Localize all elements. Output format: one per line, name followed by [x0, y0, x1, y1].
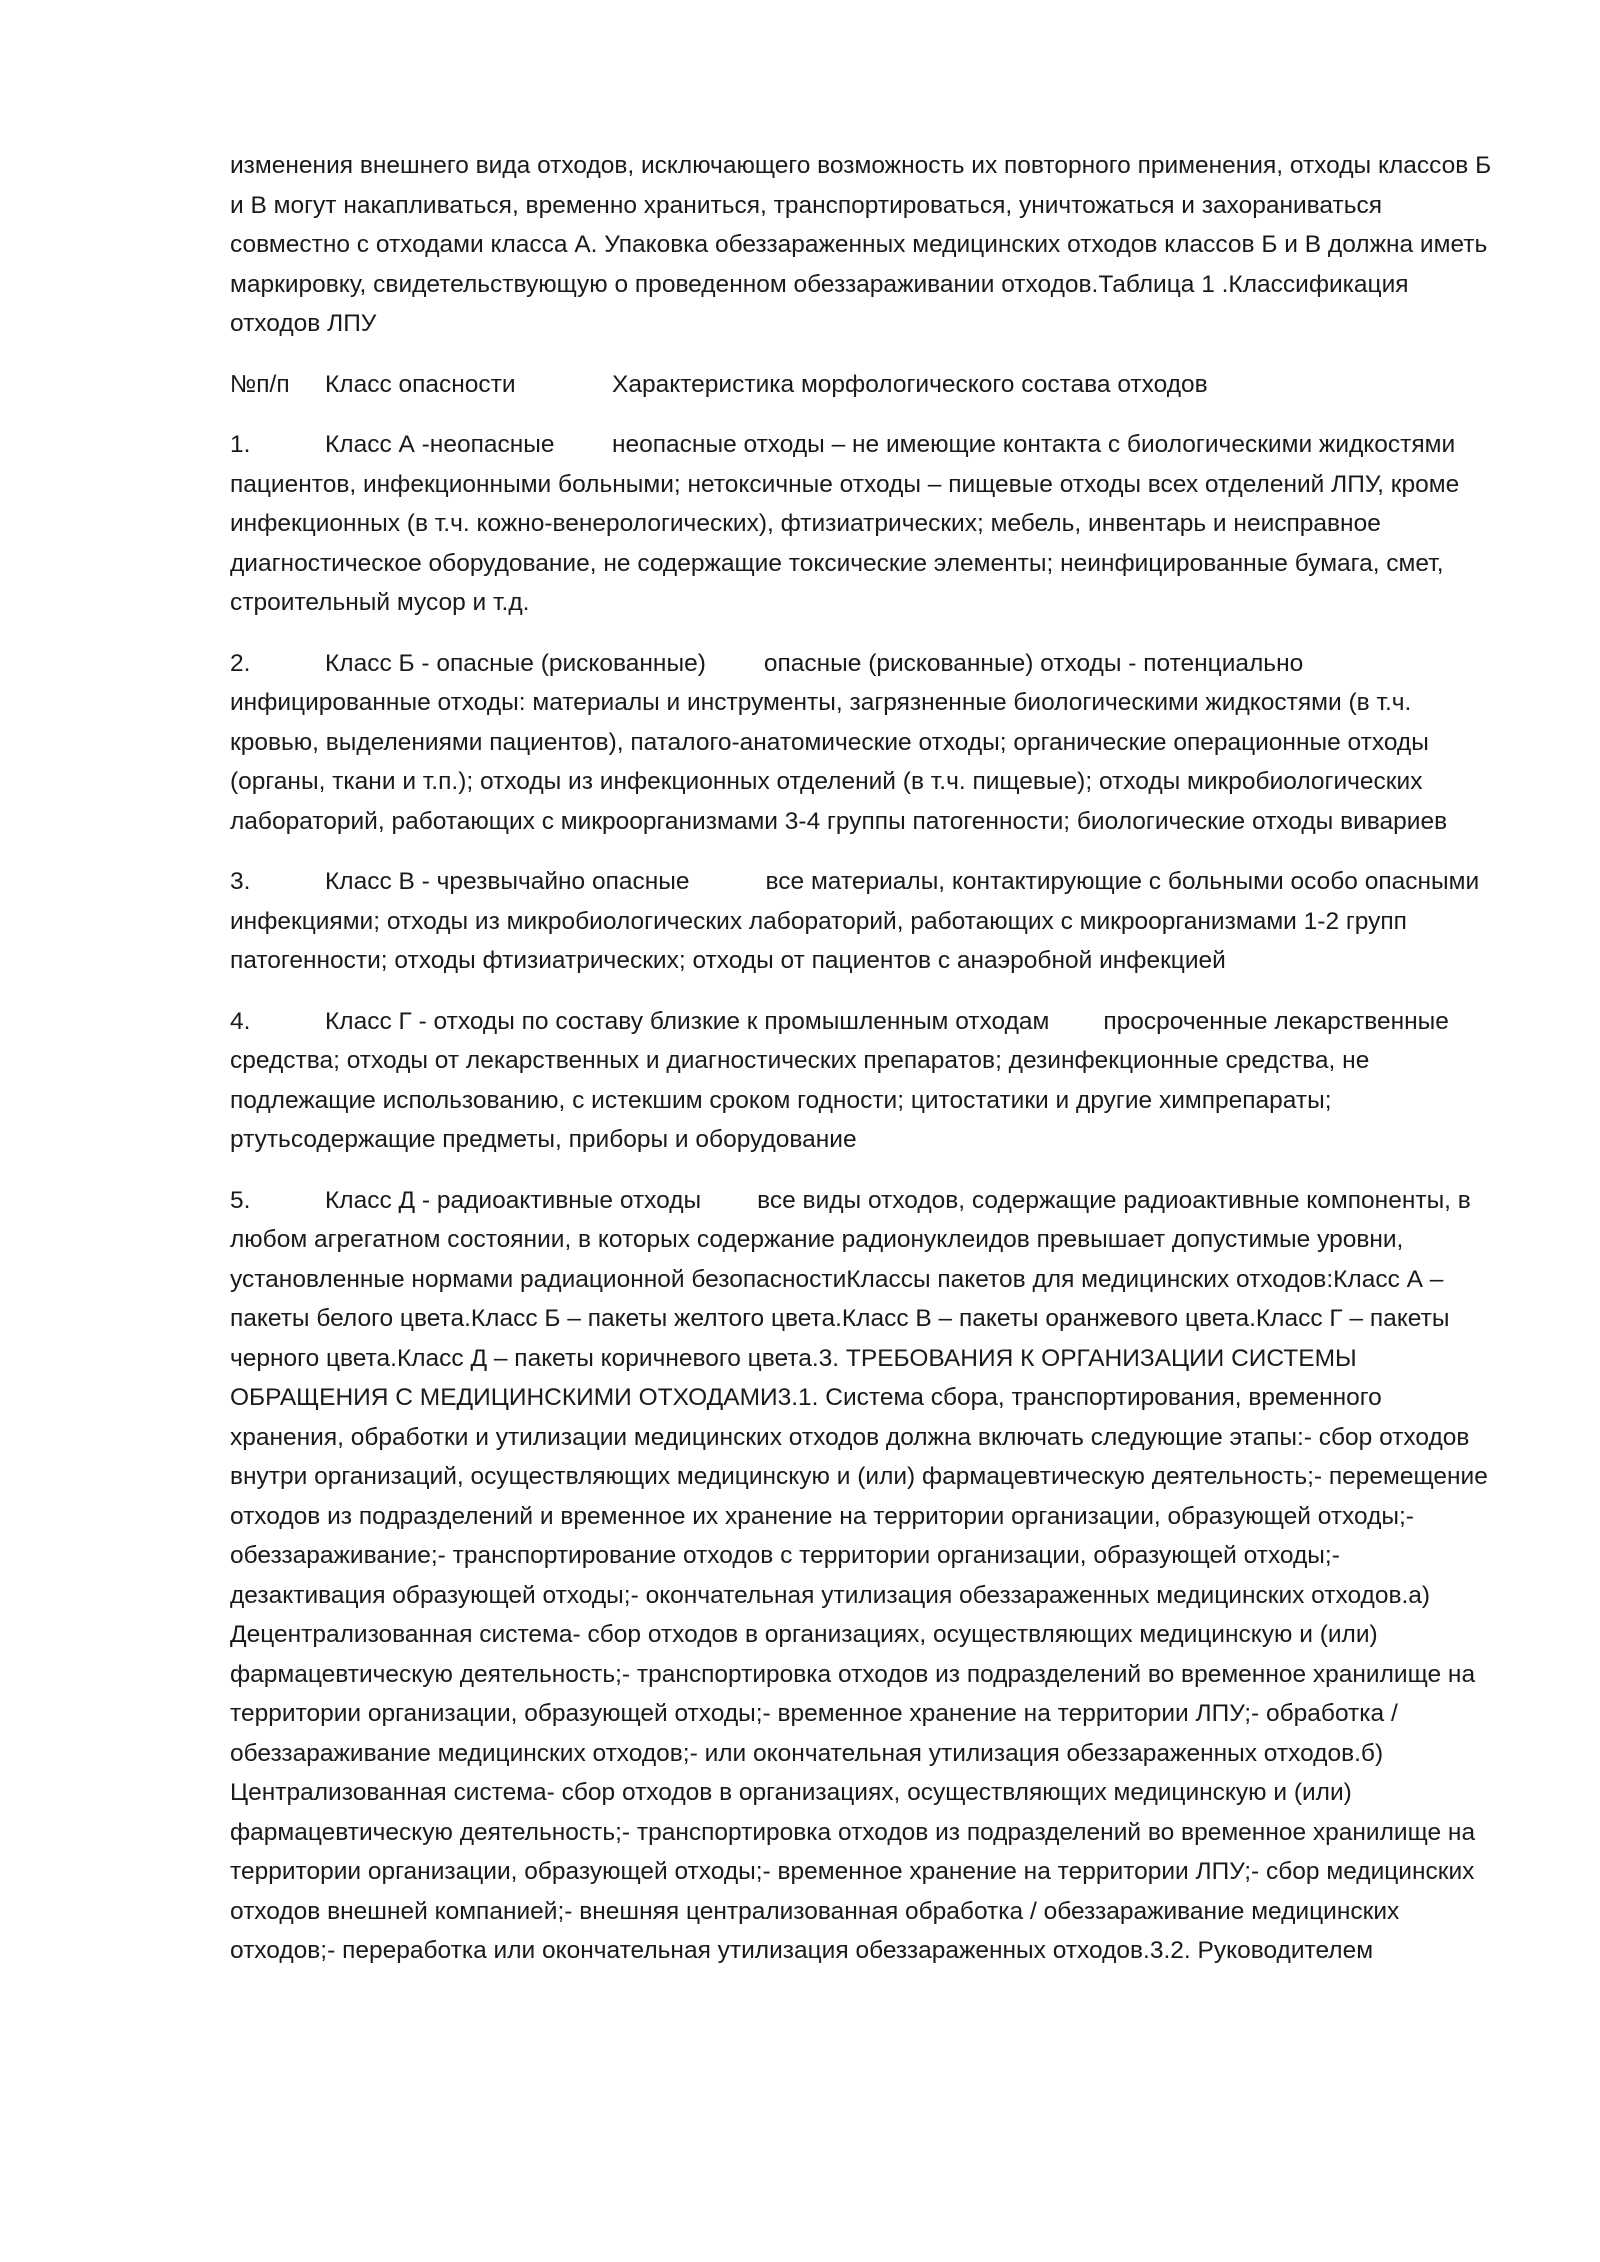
- header-col-class: Класс опасности: [325, 370, 516, 398]
- row-number: 3.: [230, 868, 251, 895]
- document-page: [230, 146, 1492, 1992]
- row-number: 2.: [230, 649, 251, 677]
- row-class: Класс В - чрезвычайно опасные: [325, 868, 690, 895]
- row-class: Класс Г - отходы по составу близкие к промышленным отходам: [325, 1007, 1050, 1035]
- row-number: 1.: [230, 431, 251, 458]
- row-class: Класс А -неопасные: [325, 431, 555, 458]
- table-header-row: [230, 365, 1492, 405]
- row-description: опасные (рискованные) отходы - потенциально инфицированные отходы: материалы и инструменты, загрязненные биологическими жидкостями (в т.ч. кровью, выделениями пациентов), паталого-анатомические отходы; органические операционные отходы (органы, ткани и т.п.); отходы из инфекционных отделений (в т.ч. пищевые); отходы микробиологических лабораторий, работающих с микроорганизмами 3-4 группы патогенности; биологические отходы вивариев: [230, 649, 1448, 835]
- table-row-1: [230, 425, 1492, 623]
- row-number: 4.: [230, 1007, 251, 1035]
- row-description: просроченные лекарственные средства; отходы от лекарственных и диагностических препаратов; дезинфекционные средства, не подлежащие использованию, с истекшим сроком годности; цитостатики и другие химпрепараты; ртутьсодержащие предметы, приборы и оборудование: [230, 1007, 1449, 1153]
- row-description: все материалы, контактирующие с больными особо опасными инфекциями; отходы из микробиологических лабораторий, работающих с микроорганизмами 1-2 групп патогенности; отходы фтизиатрических; отходы от пациентов с анаэробной инфекцией: [230, 868, 1480, 974]
- row-class: Класс Б - опасные (рискованные): [325, 649, 706, 677]
- table-row-3: [230, 862, 1492, 981]
- table-row-2: [230, 644, 1492, 842]
- row-description: все виды отходов, содержащие радиоактивные компоненты, в любом агрегатном состоянии, в которых содержание радионуклеидов превышает допустимые уровни, установленные нормами радиационной безопасностиКлассы пакетов для медицинских отходов:Класс А – пакеты белого цвета.Класс Б – пакеты желтого цвета.Класс В – пакеты оранжевого цвета.Класс Г – пакеты черного цвета.Класс Д – пакеты коричневого цвета.3. ТРЕБОВАНИЯ К ОРГАНИЗАЦИИ СИСТЕМЫ ОБРАЩЕНИЯ С МЕДИЦИНСКИМИ ОТХОДАМИ3.1. Система сбора, транспортирования, временного хранения, обработки и утилизации медицинских отходов должна включать следующие этапы:- сбор отходов внутри организаций, осуществляющих медицинскую и (или) фармацевтическую деятельность;- перемещение отходов из подразделений и временное их хранение на территории организации, образующей отходы;- обеззараживание;- транспортирование отходов с территории организации, образующей отходы;- дезактивация образующей отходы;- окончательная утилизация обеззараженных медицинских отходов.а) Децентрализованная система- сбор отходов в организациях, осуществляющих медицинскую и (или) фармацевтическую деятельность;- транспортировка отходов из подразделений во временное хранилище на территории организации, образующей отходы;- временное хранение на территории ЛПУ;- обработка / обеззараживание медицинских отходов;- или окончательная утилизация обеззараженных отходов.б) Централизованная система- сбор отходов в организациях, осуществляющих медицинскую и (или) фармацевтическую деятельность;- транспортировка отходов из подразделений во временное хранилище на территории организации, образующей отходы;- временное хранение на территории ЛПУ;- сбор медицинских отходов внешней компанией;- внешняя централизованная обработка / обеззараживание медицинских отходов;- переработка или окончательная утилизация обеззараженных отходов.3.2. Руководителем: [230, 1186, 1488, 1964]
- row-class: Класс Д - радиоактивные отходы: [325, 1186, 702, 1214]
- table-row-5: [230, 1181, 1492, 1971]
- row-description: неопасные отходы – не имеющие контакта с биологическими жидкостями пациентов, инфекционными больными; нетоксичные отходы – пищевые отходы всех отделений ЛПУ, кроме инфекционных (в т.ч. кожно-венерологических), фтизиатрических; мебель, инвентарь и неисправное диагностическое оборудование, не содержащие токсические элементы; неинфицированные бумага, смет, строительный мусор и т.д.: [230, 431, 1460, 616]
- header-col-description: Характеристика морфологического состава отходов: [612, 370, 1208, 398]
- intro-paragraph: изменения внешнего вида отходов, исключающего возможность их повторного применения, отходы классов Б и В могут накапливаться, временно храниться, транспортироваться, уничтожаться и захораниваться совместно с отходами класса А. Упаковка обеззараженных медицинских отходов классов Б и В должна иметь маркировку, свидетельствующую о проведенном обеззараживании отходов.Таблица 1 .Классификация отходов ЛПУ: [230, 152, 1492, 337]
- header-col-number: №п/п: [230, 370, 290, 398]
- row-number: 5.: [230, 1186, 251, 1214]
- table-row-4: [230, 1002, 1492, 1160]
